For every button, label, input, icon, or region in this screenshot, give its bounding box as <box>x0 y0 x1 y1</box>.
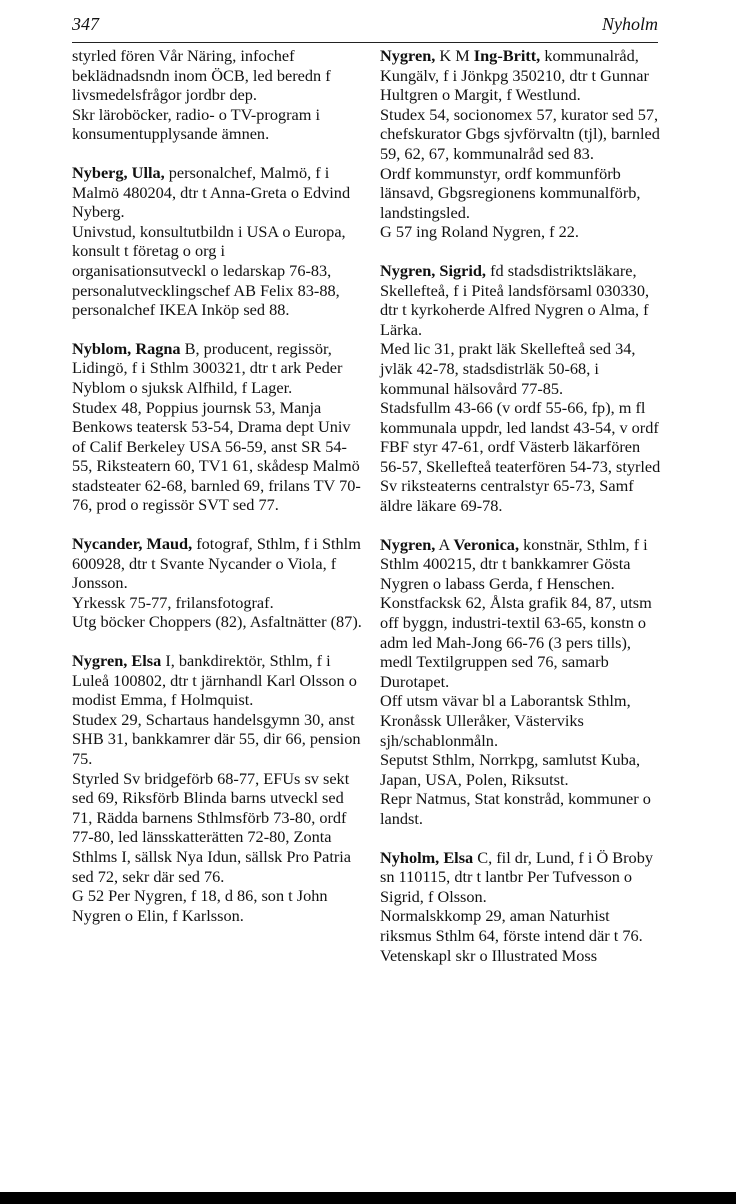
entry-paragraph: styrled fören Vår Näring, infochef beklädnadsndn inom ÖCB, led beredn f livsmedelsfrågor jordbr dep. <box>72 46 331 105</box>
entry-name: Nygren, <box>380 534 436 554</box>
entry-paragraph: Off utsm vävar bl a Laborantsk Sthlm, Kronåssk Ulleråker, Västerviks sjh/schablonmåln. <box>380 691 631 750</box>
entry-heading <box>72 339 362 398</box>
entry-name-initials: K M <box>435 46 474 65</box>
entry-paragraph: G 57 ing Roland Nygren, f 22. <box>380 222 579 242</box>
entry-heading <box>72 534 362 593</box>
biography-entry <box>72 163 362 320</box>
entry-name-given: Veronica, <box>453 534 520 554</box>
entry-intro: konstnär, Sthlm, f i Sthlm 400215, dtr t bankkamrer Gösta Nygren o labass Gerda, f Henschen. <box>380 534 648 593</box>
entry-paragraph: Studex 54, socionomex 57, kurator sed 57, chefskurator Gbgs sjvförvaltn (tjl), barnled 59, 62, 67, kommunalråd sed 83. <box>380 104 660 163</box>
entry-paragraph: Med lic 31, prakt läk Skellefteå sed 34, jvläk 42-78, stadsdistrläk 50-68, i kommunal hälsovård 77-85. <box>380 339 636 398</box>
entry-paragraph: Ordf kommunstyr, ordf kommunförb länsavd, Gbgsregionens kommunalförb, landstingsled. <box>380 163 641 222</box>
entry-heading <box>380 535 664 594</box>
entry-heading <box>72 651 362 710</box>
entry-name-given: Ing-Britt, <box>473 46 541 65</box>
entry-name: Nygren, <box>380 46 436 65</box>
biography-entry <box>380 261 664 516</box>
biography-entry <box>72 339 362 515</box>
entry-name: Nyblom, Ragna <box>72 338 181 358</box>
biography-entry <box>72 651 362 925</box>
entry-intro: I, bankdirektör, Sthlm, f i Luleå 100802, dtr t järnhandl Karl Olsson o modist Emma, f Holmquist. <box>72 651 357 710</box>
entry-paragraph: Seputst Sthlm, Norrkpg, samlutst Kuba, Japan, USA, Polen, Riksutst. <box>380 750 641 789</box>
entry-heading <box>380 261 664 339</box>
running-head: Nyholm <box>602 14 658 34</box>
entry-paragraph: Utg böcker Choppers (82), Asfaltnätter (87). <box>72 612 362 632</box>
entry-name: Nyholm, Elsa <box>380 847 474 867</box>
biography-entry <box>380 46 664 242</box>
entry-paragraph: Stadsfullm 43-66 (v ordf 55-66, fp), m fl kommunala uppdr, led landst 43-54, v ordf FBF styr 47-61, ordf Västerb läkarfören 56-57, Skellefteå teaterfören 54-73, styrled Sv riksteaterns centralstyr 65-73, Samf äldre läkare 69-78. <box>380 398 661 516</box>
entry-paragraph: Studex 29, Schartaus handelsgymn 30, anst SHB 31, bankkamrer där 55, dir 66, pension 75. <box>72 709 361 768</box>
entry-intro: B, producent, regissör, Lidingö, f i Sthlm 300321, dtr t ark Peder Nyblom o sjuksk Alfhild, f Lager. <box>72 338 343 397</box>
scan-edge-bar <box>0 1192 736 1204</box>
biography-entry <box>72 534 362 632</box>
entry-paragraph: G 52 Per Nygren, f 18, d 86, son t John Nygren o Elin, f Karlsson. <box>72 886 328 925</box>
right-column <box>380 46 664 984</box>
entry-paragraph: Studex 48, Poppius journsk 53, Manja Benkows teatersk 53-54, Drama dept Univ of Calif Berkeley USA 56-59, anst SR 54-55, Riksteatern 60, TV1 61, skådesp Malmö stadsteater 62-68, barnled 69, frilans TV 70-76, prod o regissör SVT sed 77. <box>72 397 361 515</box>
left-column <box>72 46 362 944</box>
entry-paragraph: Yrkessk 75-77, frilansfotograf. <box>72 592 274 612</box>
entry-intro: personalchef, Malmö, f i Malmö 480204, dtr t Anna-Greta o Edvind Nyberg. <box>72 162 351 222</box>
page-header <box>72 14 658 40</box>
entry-name: Nycander, Maud, <box>72 534 193 554</box>
entry-intro: fd stadsdistriktsläkare, Skellefteå, f i Piteå landsförsaml 030330, dtr t kyrkoherde Alfred Nygren o Alma, f Lärka. <box>380 260 650 339</box>
entry-heading <box>380 46 664 105</box>
entry-paragraph: Konstfacksk 62, Ålsta grafik 84, 87, utsm off byggn, industri-textil 63-65, konstn o adm led Mah-Jong 66-76 (3 pers tills), medl Textilgruppen sed 76, samarb Durotapet. <box>380 593 652 691</box>
entry-paragraph: Styrled Sv bridgeförb 68-77, EFUs sv sekt sed 69, Riksförb Blinda barns utveckl sed 71, Rädda barnens Sthlmsförb 73-80, ordf 77-80, led länsskatterätten 72-80, Zonta Sthlms I, sällsk Nya Idun, sällsk Pro Patria sed 72, sekr där sed 76. <box>72 768 352 886</box>
biography-entry <box>380 848 664 966</box>
entry-name: Nygren, Elsa <box>72 651 162 671</box>
entry-name: Nyberg, Ulla, <box>72 162 165 182</box>
entry-paragraph: Univstud, konsultutbildn i USA o Europa, konsult t företag o org i organisationsutveckl o ledarskap 76-83, personalutvecklingschef AB Felix 83-88, personalchef IKEA Inköp sed 88. <box>72 221 346 320</box>
entry-heading <box>72 163 362 222</box>
entry-intro: kommunalråd, Kungälv, f i Jönkpg 350210, dtr t Gunnar Hultgren o Margit, f Westlund. <box>380 46 649 105</box>
entry-paragraph: Repr Natmus, Stat konstråd, kommuner o landst. <box>380 789 651 828</box>
entry-intro: C, fil dr, Lund, f i Ö Broby sn 110115, dtr t lantbr Per Tufvesson o Sigrid, f Olsson. <box>380 847 653 906</box>
entry-name-initials: A <box>435 534 454 554</box>
entry-paragraph: Skr läroböcker, radio- o TV-program i konsumentupplysande ämnen. <box>72 104 321 144</box>
entry-intro: fotograf, Sthlm, f i Sthlm 600928, dtr t Svante Nycander o Viola, f Jonsson. <box>72 534 361 593</box>
entry-name: Nygren, Sigrid, <box>380 260 486 280</box>
entry-paragraph: Normalskkomp 29, aman Naturhist riksmus Sthlm 64, förste intend där t 76. <box>380 906 643 945</box>
page-number: 347 <box>72 14 99 34</box>
entry-continuation <box>72 46 362 144</box>
biography-entry <box>380 535 664 829</box>
entry-paragraph: Vetenskapl skr o Illustrated Moss <box>380 945 598 965</box>
entry-heading <box>380 848 664 907</box>
header-rule <box>72 42 658 43</box>
